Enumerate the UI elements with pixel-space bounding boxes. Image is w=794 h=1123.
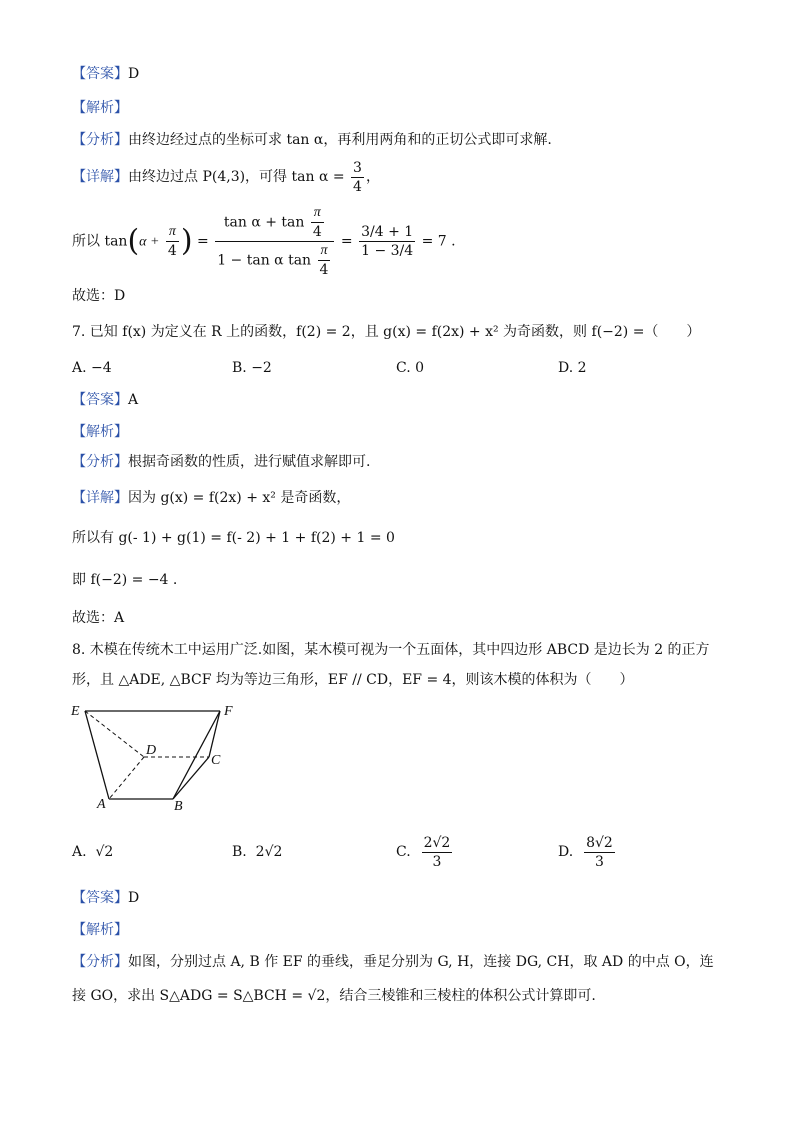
label-d: D (146, 743, 157, 758)
suoyi-pre: 所以 tan (72, 233, 128, 250)
guxuan-1: 故选：D (72, 288, 126, 304)
label-f: F (224, 704, 233, 719)
q7-answer-value: A (128, 392, 139, 408)
label-e: E (71, 704, 80, 719)
q7-option-b: B. −2 (232, 360, 272, 376)
q8-fenxi-line1: 【分析】如图，分别过点 A, B 作 EF 的垂线，垂足分别为 G, H，连接 DG, CH，取 AD 的中点 O，连 (72, 954, 714, 970)
q8-option-c: C. $\frac{2√2}{3}$ (396, 834, 451, 870)
q8-answer-value: D (128, 890, 140, 906)
answer-value: D (128, 66, 140, 82)
q7-fenxi: 【分析】根据奇函数的性质，进行赋值求解即可. (72, 454, 371, 470)
label-c: C (211, 753, 221, 768)
question-7: 7. 已知 f(x) 为定义在 R 上的函数，f(2) = 2，且 g(x) = f(2x) + x² 为奇函数，则 f(−2) =（ ） (72, 324, 701, 340)
xiangjie-line: 【详解】由终边过点 P(4,3)，可得 tan α = $\frac{3}{4}$ ， (72, 159, 380, 195)
q7-jiexi: 【解析】 (72, 424, 128, 440)
answer-line (72, 64, 139, 84)
fraction-3-4: $\frac{3}{4}$ (353, 159, 362, 195)
jiexi-heading (72, 98, 128, 118)
question-8-line2: 形，且 △ADE, △BCF 均为等边三角形，EF // CD，EF = 4，则该木模的体积为（ ） (72, 672, 634, 688)
q7-answer-line: 【答案】A (72, 392, 139, 408)
q7-guxuan: 故选：A (72, 610, 125, 626)
q8-option-d: D. $\frac{8√2}{3}$ (558, 834, 613, 870)
label-a: A (97, 797, 106, 812)
suoyi-formula: 所以 tan(α + $\frac{\pi}{4}$ ) = tan α + tan $\frac{\pi}{4}$ 1 − tan α tan $\frac{\pi}{4}$ = $\frac{3/4 + 1}{1 - 3/4}$ = 7 . (72, 205, 456, 278)
fraction-tan-sum: tan α + tan $\frac{\pi}{4}$ 1 − tan α tan $\frac{\pi}{4}$ (215, 204, 334, 279)
q7-option-d: D. 2 (558, 360, 587, 376)
q8-option-b: B. 2√2 (232, 844, 283, 860)
q7-xiangjie: 【详解】因为 g(x) = f(2x) + x² 是奇函数， (72, 490, 351, 506)
q7-option-c: C. 0 (396, 360, 425, 376)
xiangjie-tag: 【详解】 (72, 169, 128, 185)
answer-tag: 【答案】 (72, 66, 128, 82)
q8-answer-line: 【答案】D (72, 890, 140, 906)
fenxi-text: 由终边经过点的坐标可求 tan α，再利用两角和的正切公式即可求解. (128, 132, 552, 148)
label-b: B (174, 799, 183, 814)
q7-option-a: A. −4 (72, 360, 112, 376)
q7-suoyi: 所以有 g(- 1) + g(1) = f(- 2) + 1 + f(2) + 1 = 0 (72, 530, 395, 546)
pentahedron-figure (66, 698, 256, 816)
fenxi-tag: 【分析】 (72, 132, 128, 148)
fenxi-line (72, 130, 552, 150)
q8-fenxi-line2: 接 GO，求出 S△ADG = S△BCH = √2，结合三棱锥和三棱柱的体积公式计算即可. (72, 988, 596, 1004)
q7-ji: 即 f(−2) = −4 . (72, 572, 178, 588)
xiangjie-text: 由终边过点 P(4,3)，可得 tan α = (128, 169, 345, 185)
q8-jiexi: 【解析】 (72, 922, 128, 938)
q8-option-a: A. √2 (72, 844, 114, 860)
fraction-numeric: $\frac{3/4 + 1}{1 - 3/4}$ (361, 224, 414, 259)
question-8-line1: 8. 木模在传统木工中运用广泛.如图，某木模可视为一个五面体，其中四边形 ABCD 是边长为 2 的正方 (72, 642, 710, 658)
jiexi-tag: 【解析】 (72, 100, 128, 116)
